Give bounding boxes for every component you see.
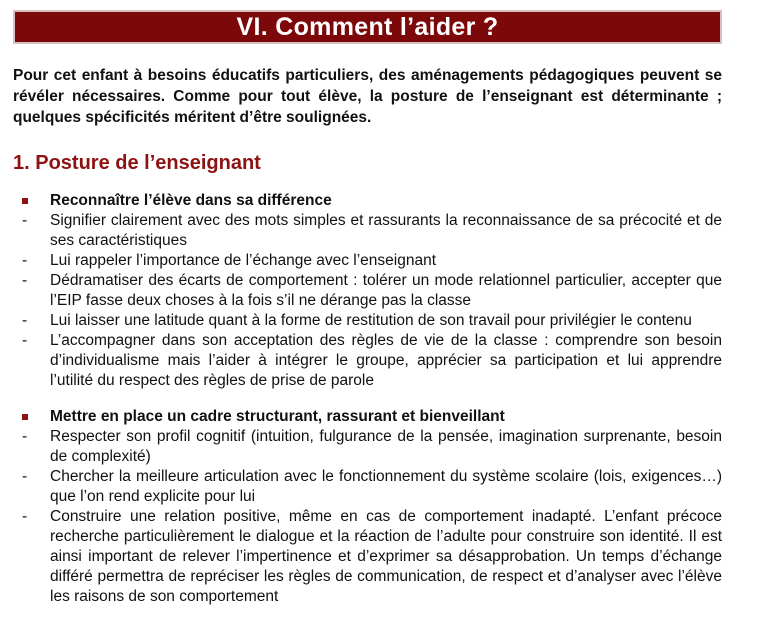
list-item-text: Lui rappeler l’importance de l’échange avec l’enseignant: [50, 252, 437, 269]
dash-bullet: -: [22, 332, 28, 349]
bullet-group-header: [13, 191, 722, 211]
list-item-text: Respecter son profil cognitif (intuition, fulgurance de la pensée, imagination surprenante, besoin de complexité): [50, 428, 722, 465]
bullet-group: [13, 407, 722, 607]
dash-bullet: -: [22, 272, 28, 289]
dash-bullet: -: [22, 312, 28, 329]
dash-bullet: -: [22, 212, 28, 229]
section-banner-title: VI. Comment l’aider ?: [236, 12, 499, 41]
bullet-group-title: Reconnaître l’élève dans sa différence: [50, 192, 332, 209]
bullet-group: [13, 191, 722, 391]
list-item: [13, 211, 722, 251]
subsection-heading: 1. Posture de l’enseignant: [13, 152, 261, 174]
square-bullet-icon: [22, 198, 28, 204]
list-item: [13, 331, 722, 391]
list-item: [13, 427, 722, 467]
dash-bullet: -: [22, 428, 28, 445]
intro-paragraph: Pour cet enfant à besoins éducatifs particuliers, des aménagements pédagogiques peuvent se révéler nécessaires. Comme pour tout élève, la posture de l’enseignant est déterminante ; quelques spécificités méritent d’être soulignées.: [13, 67, 722, 126]
list-item: [13, 507, 722, 607]
list-item: [13, 311, 722, 331]
square-bullet-icon: [22, 414, 28, 420]
list-item-text: Construire une relation positive, même en cas de comportement inadapté. L’enfant précoce recherche particulièrement le dialogue et la réaction de l’adulte pour construire son identité. Il est ainsi important de relever l’impertinence et d’exprimer sa désapprobation. Un temps d’échange différé permettra de repréciser les règles de communication, de respect et d’analyser avec l’élève les raisons de son comportement: [50, 508, 722, 605]
list-item-text: Dédramatiser des écarts de comportement : tolérer un mode relationnel particulier, accepter que l’EIP fasse deux choses à la fois s’il ne dérange pas la classe: [50, 272, 722, 309]
list-item: [13, 271, 722, 311]
bullet-groups: [13, 191, 722, 607]
dash-bullet: -: [22, 468, 28, 485]
list-item: [13, 467, 722, 507]
list-item-text: Chercher la meilleure articulation avec le fonctionnement du système scolaire (lois, exigences…) que l’on rend explicite pour lui: [50, 468, 722, 505]
bullet-group-header: [13, 407, 722, 427]
dash-bullet: -: [22, 252, 28, 269]
list-item-text: Signifier clairement avec des mots simples et rassurants la reconnaissance de sa précocité et de ses caractéristiques: [50, 212, 722, 249]
dash-bullet: -: [22, 508, 28, 525]
list-item-text: Lui laisser une latitude quant à la forme de restitution de son travail pour privilégier le contenu: [50, 312, 692, 329]
bullet-group-title: Mettre en place un cadre structurant, rassurant et bienveillant: [50, 408, 505, 425]
list-item: [13, 251, 722, 271]
list-item-text: L’accompagner dans son acceptation des règles de vie de la classe : comprendre son besoin d’individualisme mais l’aider à intégrer le groupe, apprécier sa participation et lui apprendre l’utilité du respect des règles de prise de parole: [50, 332, 722, 389]
section-banner: [13, 10, 722, 44]
